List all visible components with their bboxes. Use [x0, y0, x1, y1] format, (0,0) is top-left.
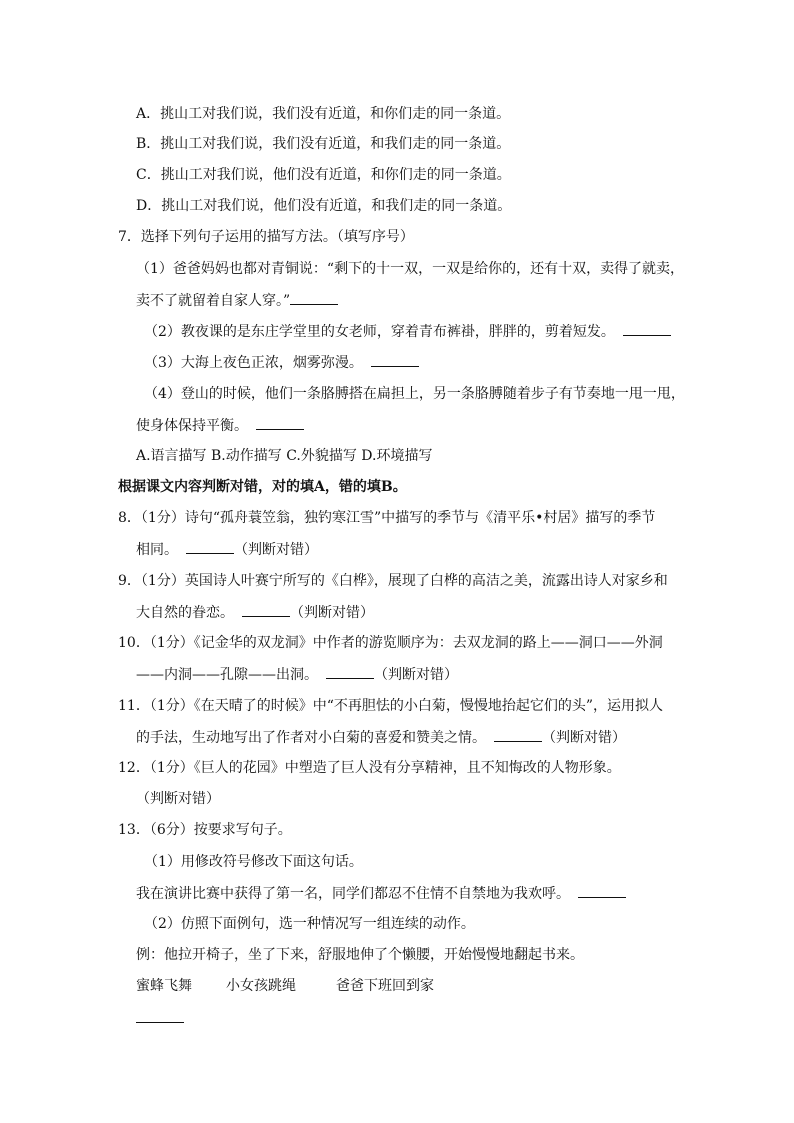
answer-blank[interactable]: [494, 727, 542, 742]
q13-option-2: 小女孩跳绳: [226, 978, 296, 994]
q8-line1: 8．（1分）诗句“孤舟蓑笠翁，独钓寒江雪”中描写的季节与《清平乐•村居》描写的季节: [118, 510, 656, 526]
q9-line2: [136, 602, 374, 623]
q10-line1: 10．（1分）《记金华的双龙洞》中作者的游览顺序为：去双龙洞的路上——洞口——外洞: [118, 635, 663, 651]
q7-s3-text: （3）大海上夜色正浓，烟雾弥漫。: [144, 355, 363, 371]
q9-judge: （判断对错）: [290, 605, 374, 621]
section-instruction: 根据课文内容判断对错，对的填A，错的填B。: [118, 479, 407, 495]
q8-judge: （判断对错）: [234, 542, 318, 558]
q9-line1: 9．（1分）英国诗人叶赛宁所写的《白桦》，展现了白桦的高洁之美，流露出诗人对家乡和: [118, 573, 668, 589]
option-c: C．挑山工对我们说，他们没有近道，和你们走的同一条道。: [136, 167, 511, 183]
q7-s1-line2: [136, 290, 338, 311]
q8-text: 相同。: [136, 542, 178, 558]
q11-text: 的手法，生动地写出了作者对小白菊的喜爱和赞美之情。: [136, 730, 486, 746]
q7-s1-line1: （1）爸爸妈妈也都对青铜说：“剩下的十一双，一双是给你的，还有十双，卖得了就卖，: [136, 261, 685, 277]
q13-option-3: 爸爸下班回到家: [336, 978, 434, 994]
answer-blank[interactable]: [136, 1008, 184, 1023]
q13-part1: （1）用修改符号修改下面这句话。: [144, 854, 363, 870]
q10-text: ——内洞——孔隙——出洞。: [136, 667, 318, 683]
answer-blank[interactable]: [242, 602, 290, 617]
option-a: A．挑山工对我们说，我们没有近道，和你们走的同一条道。: [136, 106, 511, 122]
q9-text: 大自然的眷恋。: [136, 605, 234, 621]
answer-blank[interactable]: [623, 321, 671, 336]
q13-title: 13．（6分）按要求写句子。: [118, 822, 292, 838]
option-d: D．挑山工对我们说，他们没有近道，和我们走的同一条道。: [136, 198, 512, 214]
q7-s4-text: 使身体保持平衡。: [136, 418, 248, 434]
answer-blank[interactable]: [371, 352, 419, 367]
q13-option-1: 蜜蜂飞舞: [136, 978, 192, 994]
q7-s2-text: （2）教夜课的是东庄学堂里的女老师，穿着青布裤褂，胖胖的，剪着短发。: [144, 324, 615, 340]
q7-s2: [144, 321, 671, 342]
answer-blank[interactable]: [186, 539, 234, 554]
q7-choices: A.语言描写 B.动作描写 C.外貌描写 D.环境描写: [136, 448, 433, 464]
q13-example: 例：他拉开椅子，坐了下来，舒服地伸了个懒腰，开始慢慢地翻起书来。: [136, 947, 584, 963]
q10-line2: [136, 664, 458, 685]
q7-s4-line1: （4）登山的时候，他们一条胳膊搭在扁担上，另一条胳膊随着步子有节奏地一甩一甩，: [144, 386, 685, 402]
answer-blank[interactable]: [326, 664, 374, 679]
q13-options: [136, 976, 434, 996]
q7-title: 7．选择下列句子运用的描写方法。（填写序号）: [118, 229, 414, 245]
answer-blank[interactable]: [578, 883, 626, 898]
q8-line2: [136, 539, 318, 560]
q12-line1: 12．（1分）《巨人的花园》中塑造了巨人没有分享精神，且不知悔改的人物形象。: [118, 760, 621, 776]
q10-judge: （判断对错）: [374, 667, 458, 683]
q13-part1-sentence: [136, 883, 626, 904]
option-b: B．挑山工对我们说，我们没有近道，和我们走的同一条道。: [136, 136, 511, 152]
q11-judge: （判断对错）: [542, 730, 626, 746]
q11-line2: [136, 727, 626, 748]
q7-s1-text: 卖不了就留着自家人穿。”: [136, 293, 291, 309]
q13-answer-line: [136, 1008, 184, 1029]
q13-sentence-text: 我在演讲比赛中获得了第一名，同学们都忍不住情不自禁地为我欢呼。: [136, 886, 570, 902]
answer-blank[interactable]: [256, 415, 304, 430]
q7-s3: [144, 352, 419, 373]
q7-s4-line2: [136, 415, 304, 436]
q13-part2: （2）仿照下面例句，选一种情况写一组连续的动作。: [144, 916, 475, 932]
answer-blank[interactable]: [290, 290, 338, 305]
q11-line1: 11．（1分）《在天晴了的时候》中“不再胆怯的小白菊，慢慢地抬起它们的头”，运用拟人: [118, 698, 664, 714]
q12-line2: （判断对错）: [136, 791, 220, 807]
